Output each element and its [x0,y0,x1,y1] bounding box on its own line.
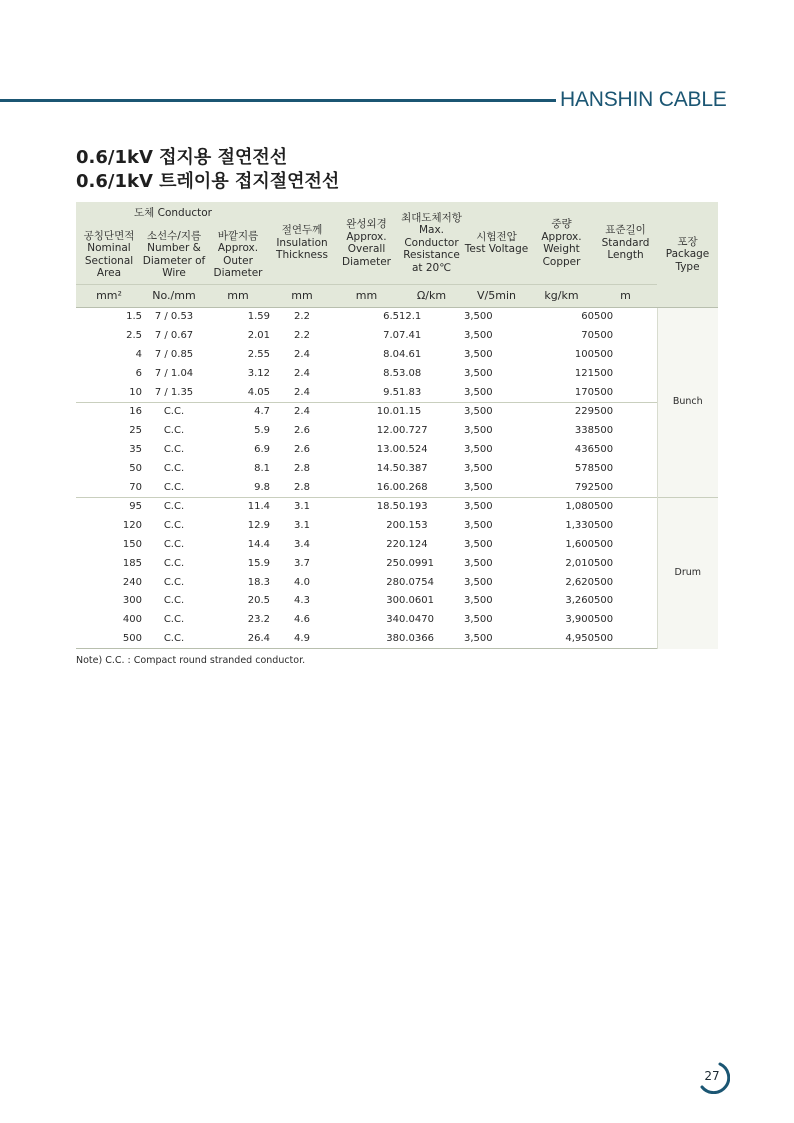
table-cell: 400 [122,614,142,626]
unit-cell: Ω/km [399,285,464,308]
units-row [76,285,718,308]
header-english-line: Max. [418,224,445,237]
table-cell: C.C. [163,520,185,532]
table-cell: 2.6 [294,425,310,437]
table-cell: 35 [129,443,142,455]
table-cell: 0.727 [399,425,428,437]
header-korean: 최대도체저항 [401,211,462,224]
table-cell: 3,500 [464,311,493,323]
table-row [76,402,718,421]
table-cell: 7.0 [383,330,399,342]
header-english-line: Standard [601,236,650,249]
table-cell: C.C. [163,443,185,455]
unit-cell: mm [270,285,334,308]
header-korean: 소선수/지름 [146,229,202,242]
table-row [76,536,718,555]
table-cell: 60 [581,311,594,323]
spec-table-body [76,308,718,649]
table-cell: 500 [594,386,614,398]
header-korean: 절연두께 [281,224,323,237]
table-cell: 0.193 [399,497,464,516]
header-english-line: Sectional [84,254,134,267]
table-cell: 3.7 [294,557,310,569]
table-cell: 7 / 0.67 [154,330,194,342]
table-cell: 8.1 [254,462,270,474]
table-cell: 11.4 [206,497,270,516]
header-english-line: Approx. [217,242,259,254]
table-cell: 300 [122,595,142,607]
table-cell: 2.5 [126,330,142,342]
table-cell: 2.4 [270,402,334,421]
table-cell: C.C. [163,576,185,588]
table-cell: C.C. [142,630,206,649]
table-cell: 436 [574,443,594,455]
table-cell: C.C. [163,557,185,569]
table-cell: 3,500 [464,520,493,532]
table-cell: 500 [594,367,614,379]
table-cell: 500 [594,595,614,607]
header-english-line: Approx. [541,230,582,243]
table-cell: 3,500 [464,425,493,437]
table-cell: 0.0754 [399,576,434,588]
table-cell: C.C. [142,402,206,421]
table-cell: 10.0 [334,402,399,421]
table-cell: 0.124 [399,538,428,550]
table-cell: 3,500 [464,330,493,342]
header-korean: 표준길이 [605,224,646,237]
table-cell: 2.2 [294,311,310,323]
table-cell: 8.0 [383,348,399,360]
table-cell: 1,080 [529,497,594,516]
table-cell: 4.7 [206,402,270,421]
footnote: Note) C.C. : Compact round stranded conductor. [76,655,306,666]
table-row [76,573,718,592]
table-cell: 3,500 [464,557,493,569]
table-cell: 3,500 [464,630,529,649]
table-cell: 3,500 [464,462,493,474]
header-rule [0,99,556,102]
table-cell: 0.0470 [399,614,434,626]
table-row [76,346,718,365]
table-row [76,441,718,460]
table-cell: 38 [334,630,399,649]
table-cell: C.C. [163,538,185,550]
table-cell: 3.4 [294,538,310,550]
col-header-length [594,202,657,285]
header-english-line: at 20℃ [411,261,452,274]
table-cell: 0.0366 [399,630,464,649]
table-cell: 3,500 [464,402,529,421]
table-row [76,611,718,630]
table-cell: C.C. [163,595,185,607]
table-cell: 18.5 [334,497,399,516]
table-row [76,308,718,327]
unit-cell: mm² [76,285,142,308]
table-cell: 500 [76,630,142,649]
table-cell: C.C. [142,497,206,516]
table-cell: 2,010 [565,557,594,569]
table-cell: 1,600 [565,538,594,550]
header-english-line: Test Voltage [464,243,529,255]
table-row [76,592,718,611]
header-english-line: Number & [147,242,201,254]
table-cell: 2,620 [565,576,594,588]
table-cell: 0.387 [399,462,428,474]
header-english-line: Conductor [404,236,459,249]
col-header-outer-diameter [206,225,270,285]
table-cell: 185 [122,557,142,569]
table-cell: 4,950 [529,630,594,649]
col-header-test-voltage [464,202,529,285]
package-type-cell: Drum [657,497,718,648]
table-cell: 2.8 [294,462,310,474]
unit-cell: V/5min [464,285,529,308]
table-cell: 3.1 [294,520,310,532]
table-cell: 1.5 [126,311,142,323]
table-cell: 30 [386,595,399,607]
table-cell: 3,500 [464,614,493,626]
table-cell: 2.4 [294,348,310,360]
table-cell: 4.3 [294,595,310,607]
table-cell: 10 [129,386,142,398]
header-english-line: Area [96,267,122,279]
table-cell: 20 [386,520,399,532]
table-cell: 3.08 [399,367,422,379]
table-cell: 18.3 [247,576,270,588]
table-cell: 12.9 [247,520,270,532]
table-cell: 4 [135,348,142,360]
table-cell: 2.8 [294,481,310,493]
col-header-insulation [270,202,334,285]
table-cell: 2.4 [294,367,310,379]
table-cell: 6.5 [383,311,399,323]
table-row [76,554,718,573]
table-cell: 229 [529,402,594,421]
table-cell: 7 / 0.53 [154,311,194,323]
table-cell: 9.8 [254,481,270,493]
table-cell: 578 [574,462,594,474]
table-cell: 500 [594,557,614,569]
col-header-weight [529,202,594,285]
table-cell: 2.6 [294,443,310,455]
package-type-cell: Bunch [657,308,718,498]
table-cell: 16.0 [376,481,399,493]
table-cell: 500 [594,481,614,493]
header-korean: 포장 [677,235,698,248]
page-subtitle: 0.6/1kV 트레이용 접지절연전선 [76,171,340,192]
table-cell: 20.5 [247,595,270,607]
header-english-line: Wire [162,267,186,279]
table-cell: C.C. [163,425,185,437]
table-row [76,630,718,649]
table-cell: 14.4 [247,538,270,550]
unit-cell: No./mm [142,285,206,308]
header-english-line: Approx. [346,230,387,243]
table-cell: 170 [574,386,594,398]
table-cell: 4.6 [294,614,310,626]
table-cell: 2.55 [247,348,270,360]
table-cell: 9.5 [383,386,399,398]
table-cell: 8.5 [383,367,399,379]
table-cell: 150 [122,538,142,550]
table-cell: 0.0601 [399,595,434,607]
table-cell: 500 [594,402,657,421]
table-cell: 3,500 [464,497,529,516]
table-cell: 1,330 [565,520,594,532]
table-cell: 26.4 [206,630,270,649]
table-cell: 70 [581,330,594,342]
page-titles [76,146,339,194]
table-cell: 500 [594,630,657,649]
header-english-line: Weight [543,243,580,255]
table-cell: 13.0 [376,443,399,455]
col-header-overall-diameter [334,202,399,285]
table-cell: 4.0 [294,576,310,588]
table-cell: 95 [76,497,142,516]
header-korean: 완성외경 [346,218,387,230]
table-row [76,383,718,402]
table-row [76,364,718,383]
table-cell: 500 [594,614,614,626]
table-cell: 3,500 [464,386,493,398]
table-cell: 120 [122,520,142,532]
table-cell: 3,500 [464,367,493,379]
table-cell: 1.59 [247,311,270,323]
header-english-line: Resistance [403,249,460,262]
header-korean: 공칭단면적 [83,229,135,242]
header-english-line: Type [675,260,700,273]
table-cell: 1.15 [399,402,464,421]
table-cell: 25 [386,557,399,569]
table-cell: 4.9 [270,630,334,649]
header-english-line: Insulation [276,236,328,249]
table-cell: 2.01 [247,330,270,342]
table-row [76,422,718,441]
table-cell: 3,500 [464,576,493,588]
table-cell: 12.1 [399,311,422,323]
brand-name: HANSHIN CABLE [560,88,727,111]
header-english-line: Diameter of [142,254,206,267]
table-cell: 16 [76,402,142,421]
table-cell: 500 [594,576,614,588]
table-cell: 121 [574,367,594,379]
table-cell: 500 [594,311,614,323]
table-cell: 4.61 [399,348,422,360]
table-cell: 500 [594,520,614,532]
table-cell: 4.05 [247,386,270,398]
table-cell: 0.268 [399,481,428,493]
header-english-line: Thickness [276,249,328,262]
unit-cell: mm [334,285,399,308]
header-english-line: Overall [347,243,386,255]
table-cell: 0.0991 [399,557,434,569]
table-cell: C.C. [163,614,185,626]
table-cell: 3,900 [565,614,594,626]
table-cell: 7 / 1.04 [154,367,194,379]
table-cell: 500 [594,538,614,550]
table-cell: 70 [129,481,142,493]
spec-table [76,202,718,649]
header-english-line: Nominal [87,242,131,254]
unit-cell: mm [206,285,270,308]
table-cell: 6.9 [254,443,270,455]
table-cell: 338 [574,425,594,437]
table-cell: 6 [135,367,142,379]
table-cell: 3,500 [464,443,493,455]
table-cell: 500 [594,425,614,437]
table-cell: 2.4 [294,386,310,398]
unit-cell: m [594,285,657,308]
table-row [76,459,718,478]
page-number-badge [696,1060,730,1094]
table-cell: 3,500 [464,348,493,360]
table-cell: 3,500 [464,481,493,493]
header-english-line: Length [607,249,644,262]
table-cell: C.C. [163,462,185,474]
table-cell: 792 [574,481,594,493]
header-english-line: Diameter [341,255,392,268]
table-cell: 7 / 0.85 [154,348,194,360]
col-header-resistance [399,202,464,285]
header-english-line: Package [665,248,710,261]
table-cell: 500 [594,330,614,342]
header-english-line: Diameter [213,267,263,279]
col-header-wire [142,225,206,285]
table-row [76,478,718,497]
table-cell: 500 [594,462,614,474]
table-cell: 240 [122,576,142,588]
table-cell: 22 [386,538,399,550]
table-cell: 500 [594,348,614,360]
table-cell: 7 / 1.35 [154,386,194,398]
table-cell: 14.5 [376,462,399,474]
table-cell: C.C. [163,481,185,493]
table-row [76,497,718,516]
table-cell: 5.9 [254,425,270,437]
table-cell: 3,260 [565,595,594,607]
header-english-line: Copper [542,255,581,268]
header-english-line: Outer [223,254,253,267]
conductor-group-header: 도체 Conductor [76,202,270,225]
table-cell: 7.41 [399,330,422,342]
table-cell: 3.1 [270,497,334,516]
table-cell: 0.524 [399,443,428,455]
table-cell: 1.83 [399,386,422,398]
table-row [76,517,718,536]
table-cell: 100 [574,348,594,360]
table-cell: 12.0 [376,425,399,437]
table-row [76,327,718,346]
table-cell: 500 [594,443,614,455]
table-cell: 3,500 [464,538,493,550]
table-cell: 25 [129,425,142,437]
page-title: 0.6/1kV 접지용 절연전선 [76,147,288,168]
header-korean: 바깥지름 [217,229,259,242]
table-cell: 500 [594,497,657,516]
table-cell: 28 [386,576,399,588]
table-cell: 3,500 [464,595,493,607]
table-cell: 50 [129,462,142,474]
col-header-area [76,225,142,285]
table-cell: 3.12 [247,367,270,379]
page-number: 27 [704,1069,720,1083]
table-cell: 0.153 [399,520,428,532]
table-cell: 34 [386,614,399,626]
unit-cell: kg/km [529,285,594,308]
table-cell: 2.2 [294,330,310,342]
header-korean: 시험전압 [476,230,517,243]
header-korean: 중량 [551,218,572,230]
table-cell: 23.2 [247,614,270,626]
table-cell: 15.9 [247,557,270,569]
col-header-package [657,202,718,308]
